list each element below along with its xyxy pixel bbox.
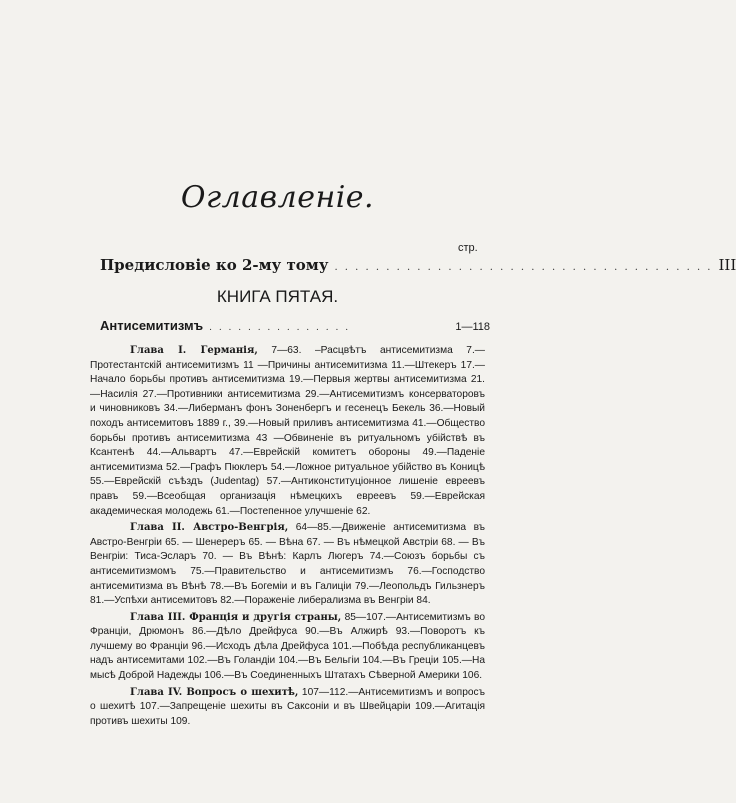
chapter-entry (90, 521, 485, 609)
chapter-text: 107—112.—Антисемитизмъ и вопросъ о шехитѣ 107.—Запрещеніе шехиты въ Саксоніи и въ Швейцаріи 109.—Агитація противъ шехиты 109. (90, 686, 485, 727)
page-column-label: стр. (458, 242, 478, 254)
book-heading: КНИГА ПЯТАЯ. (216, 287, 339, 306)
chapter-entry (90, 686, 485, 730)
toc-entry-page: III (718, 256, 736, 274)
chapter-entry (90, 344, 485, 519)
toc-entry-preface (100, 256, 736, 278)
dot-leader: . . . . . . . . . . . . . . . (209, 323, 351, 333)
dot-leader: . . . . . . . . . . . . . . . . . . . . . . . . . . . . . . . . . . . . . (334, 262, 713, 273)
chapter-list (90, 344, 485, 731)
chapter-heading: Глава IV. Вопросъ о шехитѣ, (130, 686, 299, 698)
chapter-heading: Глава III. Франція и другія страны, (130, 611, 342, 623)
page-title: Оглавленіе. (180, 180, 375, 215)
toc-entry-label: Предисловіе ко 2-му тому (100, 256, 329, 274)
chapter-text: 85—107.—Антисемитизмъ во Франціи, Дрюмонъ 86.—Дѣло Дрейфуса 90.—Въ Алжирѣ 93.—Поворотъ къ лучшему во Франціи 96.—Исходъ дѣла Дрейфуса 101.—Побѣда республиканцевъ надъ антисемитами 102.—Въ Голандіи 104.—Въ Бельгіи 104.—Въ Греціи 105.—На мысѣ Доброй Надежды 106.—Въ Соединенныхъ Штатахъ Сѣверной Америки 106. (90, 611, 485, 682)
chapter-text: 64—85.—Движеніе антисемитизма въ Австро-Венгріи 65. — Шенереръ 65. — Вѣна 67. — Въ нѣмецкой Австріи 68. — Въ Венгріи: Тиса-Эсларъ 70. — Въ Вѣнѣ: Карлъ Люгеръ 74.—Союзъ борьбы съ антисемитизмомъ 75.—Правительство и антисемитизмъ 76.—Господство антисемитизма въ Вѣнѣ 78.—Въ Богеміи и въ Галиціи 79.—Леопольдъ Гильзнеръ 81.—Успѣхи антисемитовъ 82.—Пораженіе либерализма въ Венгріи 84. (90, 522, 486, 607)
chapter-text: 7—63. –Расцвѣтъ антисемитизма 7.—Протестантскій антисемитизмъ 11 —Причины антисемитизма 11.—Штекеръ 17.—Начало борьбы противъ антисемитизма 19.—Первыя жертвы антисемитизма 21.—Насилія 27.—Противники антисемитизма 29.—Антисемитизмъ консерваторовъ и чиновниковъ 34.—Либерманъ фонъ Зоненбергъ и гесенецъ Бекель 36.—Новый походъ антисемитовъ 1889 г., 39.—Новый приливъ антисемитизма 41.—Общество борьбы противъ антисемитизма 43 —Обвиненіе въ ритуальномъ убійствѣ въ Ксантенѣ 44.—Альвартъ 47.—Еврейскій комитетъ обороны 49.—Паденіе антисемитизма 52.—Графъ Пюклеръ 54.—Ложное ритуальное убійство въ Коницѣ 55.—Еврейскій съѣздъ (Judentag) 57.—Антиконституціонное лишеніе евреевъ правъ 59.—Всеобщая организація нѣмецкихъ евреевъ 59.—Еврейская академическая молодежь 61.—Постепенное улучшеніе 62. (90, 345, 485, 517)
chapter-heading: Глава I. Германія, (130, 345, 258, 356)
chapter-entry (90, 611, 485, 684)
toc-entry-label: Антисемитизмъ (100, 318, 204, 333)
chapter-heading: Глава II. Австро-Венгрія, (130, 522, 289, 534)
toc-entry-page: 1—118 (455, 321, 490, 333)
toc-entry-section (100, 318, 490, 338)
